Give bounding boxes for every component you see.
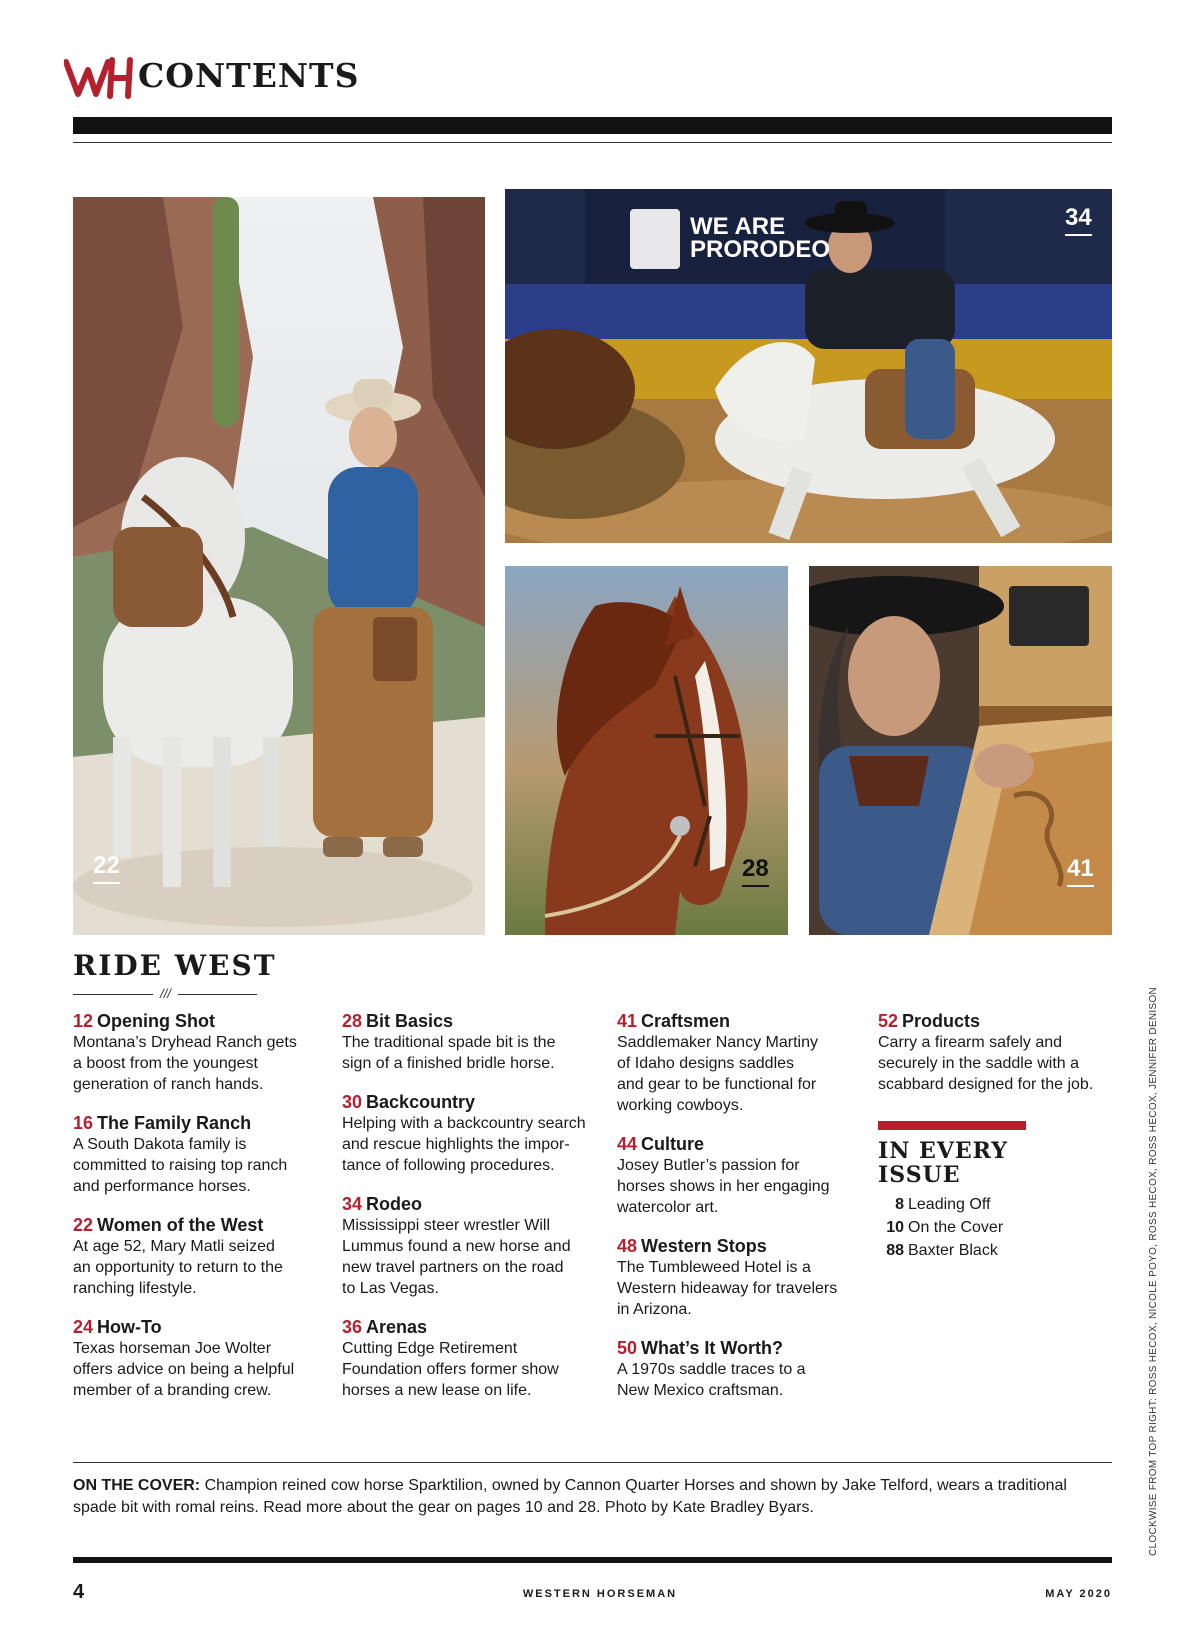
contents-column-2 (342, 1010, 592, 1418)
toc-entry-title: Opening Shot (97, 1011, 216, 1031)
toc-entry-description: Saddlemaker Nancy Martiny of Idaho designs saddles and gear to be functional for working cowboys. (617, 1034, 818, 1114)
toc-page-number: 12 (73, 1011, 94, 1031)
section-title-rule (73, 994, 153, 995)
wh-logo-icon (64, 56, 134, 100)
page-folio: 4 (73, 1581, 85, 1603)
every-issue-accent-bar (878, 1121, 1026, 1130)
every-issue-title: IN EVERY ISSUE (878, 1138, 1008, 1188)
toc-entry (342, 1193, 592, 1299)
toc-entry-title: Backcountry (366, 1092, 476, 1112)
toc-entry-heading (617, 1337, 857, 1359)
toc-entry (617, 1010, 857, 1116)
toc-page-number: 52 (878, 1011, 899, 1031)
cover-note-label: ON THE COVER: (73, 1477, 201, 1494)
issue-date: MAY 2020 (1045, 1588, 1112, 1600)
section-title-rule (178, 994, 257, 995)
toc-entry-description: At age 52, Mary Matli seized an opportunity to return to the ranching lifestyle. (73, 1238, 283, 1297)
toc-entry-description: Cutting Edge Retirement Foundation offers former show horses a new lease on life. (342, 1340, 559, 1399)
toc-entry-description: The traditional spade bit is the sign of a finished bridle horse. (342, 1034, 556, 1072)
toc-entry-heading (878, 1010, 1118, 1032)
photo-page-number: 34 (1065, 205, 1092, 236)
toc-page-number: 34 (342, 1194, 363, 1214)
toc-entry-heading (617, 1133, 857, 1155)
toc-entry (73, 1112, 323, 1197)
toc-entry-title: How-To (97, 1317, 162, 1337)
toc-entry (878, 1010, 1118, 1095)
every-issue-item: 10 On the Cover (886, 1219, 1004, 1236)
toc-entry-description: Montana’s Dryhead Ranch gets a boost from the youngest generation of ranch hands. (73, 1034, 297, 1093)
cover-note (73, 1475, 1112, 1519)
toc-page-number: 22 (73, 1215, 94, 1235)
toc-entry-title: Western Stops (641, 1236, 767, 1256)
toc-entry (617, 1133, 857, 1218)
toc-entry-description: Mississippi steer wrestler Will Lummus found a new horse and new travel partners on the road to Las Vegas. (342, 1217, 571, 1297)
toc-entry-title: Women of the West (97, 1215, 264, 1235)
toc-entry (342, 1316, 592, 1401)
footer-rule (73, 1557, 1112, 1563)
magazine-name: WESTERN HORSEMAN (522, 1588, 678, 1600)
every-issue-list (878, 1193, 1003, 1262)
every-issue-item: 88 Baxter Black (886, 1242, 998, 1259)
every-issue-item: 8 Leading Off (895, 1196, 991, 1213)
arena-banner-line2: PRORODEO (690, 236, 831, 263)
toc-entry-heading (342, 1010, 592, 1032)
toc-page-number: 36 (342, 1317, 363, 1337)
toc-page-number: 44 (617, 1134, 638, 1154)
toc-entry-title: Arenas (366, 1317, 428, 1337)
toc-page-number: 30 (342, 1092, 363, 1112)
toc-entry-title: Craftsmen (641, 1011, 731, 1031)
toc-entry-title: Bit Basics (366, 1011, 454, 1031)
contents-column-1 (73, 1010, 323, 1418)
toc-page-number: 48 (617, 1236, 638, 1256)
toc-page-number: 50 (617, 1338, 638, 1358)
toc-entry-description: Helping with a backcountry search and rescue highlights the impor- tance of following procedures. (342, 1115, 586, 1174)
photo-credit: CLOCKWISE FROM TOP RIGHT: ROSS HECOX, NICOLE POYO, ROSS HECOX, ROSS HECOX, JENNIFER DENISON (1148, 986, 1159, 1556)
toc-entry (73, 1010, 323, 1095)
toc-entry-description: A 1970s saddle traces to a New Mexico craftsman. (617, 1361, 806, 1399)
header-rule-thick (73, 117, 1112, 134)
toc-entry-description: Carry a firearm safely and securely in the saddle with a scabbard designed for the job. (878, 1034, 1094, 1093)
photo-page-number: 41 (1067, 856, 1094, 887)
photo-page-number: 28 (742, 856, 769, 887)
toc-page-number: 28 (342, 1011, 363, 1031)
cover-note-rule (73, 1462, 1112, 1463)
toc-entry-description: Josey Butler’s passion for horses shows in her engaging watercolor art. (617, 1157, 830, 1216)
toc-entry-description: A South Dakota family is committed to raising top ranch and performance horses. (73, 1136, 288, 1195)
toc-entry (342, 1091, 592, 1176)
toc-page-number: 16 (73, 1113, 94, 1133)
toc-entry (342, 1010, 592, 1074)
toc-entry-title: Rodeo (366, 1194, 423, 1214)
contents-column-4 (878, 1010, 1118, 1112)
toc-entry (617, 1337, 857, 1401)
toc-page-number: 41 (617, 1011, 638, 1031)
toc-entry-heading (73, 1010, 323, 1032)
contents-column-3 (617, 1010, 857, 1418)
cover-note-text: Champion reined cow horse Sparktilion, owned by Cannon Quarter Horses and shown by Jake Telford, wears a traditional spade bit with romal reins. Read more about the gear on pages 10 and 28. Photo by Kate Bradley Byars. (73, 1477, 1067, 1516)
toc-entry-heading (342, 1091, 592, 1113)
rodeo-steer-wrestler-photo (505, 189, 1112, 543)
toc-entry-heading (617, 1235, 857, 1257)
toc-entry-title: The Family Ranch (97, 1113, 252, 1133)
toc-entry (73, 1214, 323, 1299)
toc-entry-heading (73, 1316, 323, 1338)
header-rule-thin (73, 142, 1112, 143)
toc-entry-title: What’s It Worth? (641, 1338, 784, 1358)
toc-entry-title: Products (902, 1011, 981, 1031)
toc-entry-heading (342, 1193, 592, 1215)
page-title: CONTENTS (138, 56, 360, 95)
toc-entry-heading (73, 1112, 323, 1134)
woman-with-white-horse-photo (73, 197, 485, 935)
bay-horse-bridle-photo (505, 566, 788, 935)
toc-entry-description: Texas horseman Joe Wolter offers advice on being a helpful member of a branding crew. (73, 1340, 295, 1399)
photo-page-number: 22 (93, 853, 120, 884)
toc-entry-heading (342, 1316, 592, 1338)
arena-banner-line1: WE ARE (690, 213, 786, 240)
toc-entry-description: The Tumbleweed Hotel is a Western hideaway for travelers in Arizona. (617, 1259, 838, 1318)
section-title: RIDE WEST (73, 949, 277, 982)
toc-entry (73, 1316, 323, 1401)
saddlemaker-tooling-leather-photo (809, 566, 1112, 935)
section-title-divider: /// (160, 986, 171, 1001)
toc-entry-title: Culture (641, 1134, 705, 1154)
toc-page-number: 24 (73, 1317, 94, 1337)
toc-entry (617, 1235, 857, 1320)
toc-entry-heading (73, 1214, 323, 1236)
toc-entry-heading (617, 1010, 857, 1032)
